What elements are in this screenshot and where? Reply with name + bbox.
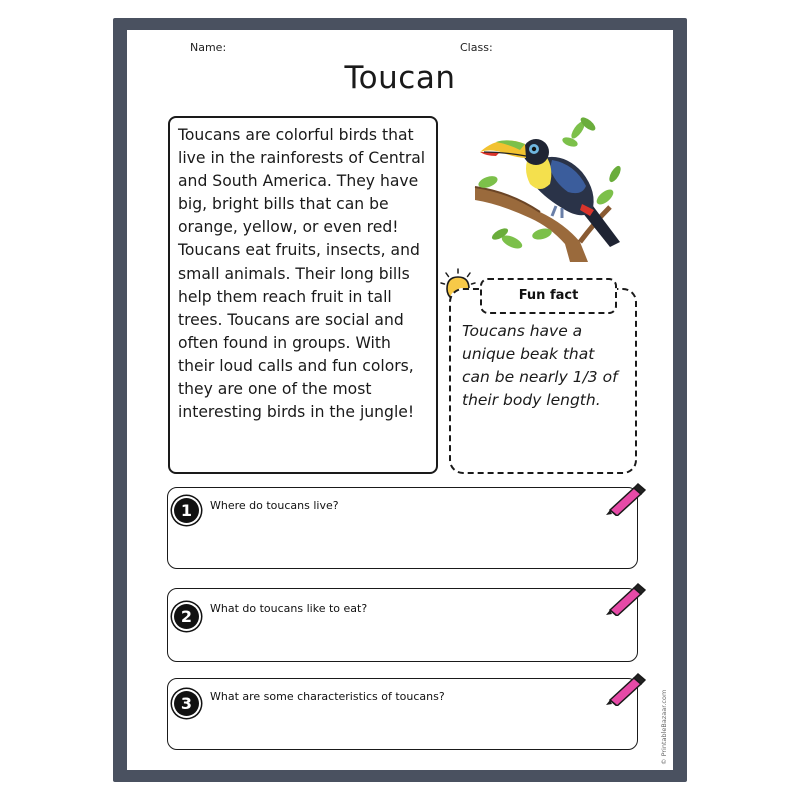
fun-fact-box: Toucans have a unique beak that can be nearly 1/3 of their body length.	[449, 288, 637, 474]
pencil-icon	[604, 480, 646, 516]
question-text-1: Where do toucans live?	[210, 499, 339, 512]
name-label: Name:	[190, 41, 227, 54]
class-label: Class:	[460, 41, 493, 54]
page-title: Toucan	[344, 60, 456, 96]
pencil-icon	[604, 670, 646, 706]
reading-passage: Toucans are colorful birds that live in the rainforests of Central and South America. They have big, bright bills that can be orange, yellow, or even red! Toucans eat fruits, insects, and small animals. Their long bills help them reach fruit in tall trees. Toucans are social and often found in groups. With their loud calls and fun colors, they are one of the most interesting birds in the jungle!	[168, 116, 438, 474]
copyright-credit: © PrintableBazaar.com	[660, 689, 668, 765]
question-number-3: 3	[174, 691, 199, 716]
question-number-1: 1	[174, 498, 199, 523]
toucan-illustration	[470, 112, 630, 267]
answer-box-3[interactable]	[167, 678, 638, 750]
question-text-3: What are some characteristics of toucans?	[210, 690, 445, 703]
question-text-2: What do toucans like to eat?	[210, 602, 368, 615]
fun-fact-label: Fun fact	[480, 278, 617, 314]
pencil-icon	[604, 580, 646, 616]
answer-box-2[interactable]	[167, 588, 638, 662]
question-number-2: 2	[174, 604, 199, 629]
